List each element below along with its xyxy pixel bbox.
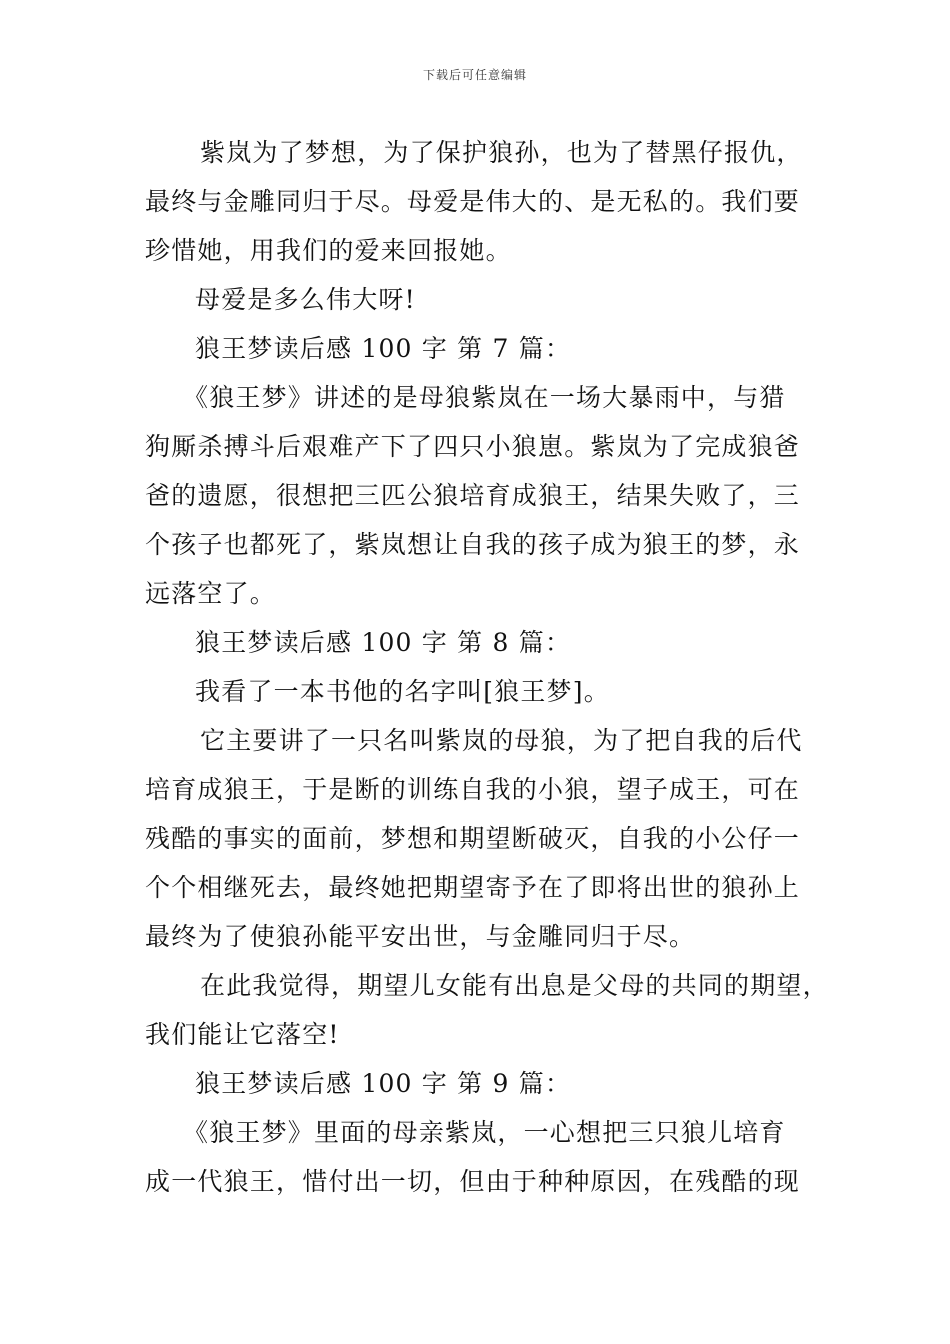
paragraph-line: 最终为了使狼孙能平安出世，与金雕同归于尽。 — [145, 922, 696, 951]
page-header: 下载后可任意编辑 — [422, 68, 527, 82]
paragraph-line: 我们能让它落空! — [145, 1020, 340, 1049]
paragraph-line: 《狼王梦》讲述的是母狼紫岚在一场大暴雨中，与猎 — [183, 383, 786, 412]
paragraph-line: 最终与金雕同归于尽。母爱是伟大的、是无私的。我们要 — [145, 187, 801, 216]
paragraph-line: 珍惜她，用我们的爱来回报她。 — [145, 236, 512, 265]
paragraph-line: 成一代狼王，惜付出一切，但由于种种原因，在残酷的现 — [145, 1167, 801, 1196]
paragraph-line: 《狼王梦》里面的母亲紫岚，一心想把三只狼儿培育 — [183, 1118, 786, 1147]
paragraph-line: 紫岚为了梦想，为了保护狼孙，也为了替黑仔报仇， — [200, 138, 803, 167]
paragraph-line: 爸的遗愿，很想把三匹公狼培育成狼王，结果失败了，三 — [145, 481, 801, 510]
paragraph-line: 残酷的事实的面前，梦想和期望断破灭，自我的小公仔一 — [145, 824, 801, 853]
paragraph-line: 它主要讲了一只名叫紫岚的母狼，为了把自我的后代 — [200, 726, 803, 755]
paragraph-line: 我看了一本书他的名字叫[狼王梦]。 — [195, 677, 610, 706]
paragraph-line: 个个相继死去，最终她把期望寄予在了即将出世的狼孙上 — [145, 873, 801, 902]
section-heading: 狼王梦读后感 100 字 第 8 篇： — [195, 628, 572, 657]
paragraph-line: 在此我觉得，期望儿女能有出息是父母的共同的期望， — [200, 971, 829, 1000]
paragraph-line: 远落空了。 — [145, 579, 277, 608]
paragraph-line: 个孩子也都死了，紫岚想让自我的孩子成为狼王的梦，永 — [145, 530, 801, 559]
section-heading: 狼王梦读后感 100 字 第 9 篇： — [195, 1069, 572, 1098]
paragraph-line: 狗厮杀搏斗后艰难产下了四只小狼崽。紫岚为了完成狼爸 — [145, 432, 801, 461]
section-heading: 狼王梦读后感 100 字 第 7 篇： — [195, 334, 572, 363]
paragraph-line: 母爱是多么伟大呀! — [195, 285, 416, 314]
paragraph-line: 培育成狼王，于是断的训练自我的小狼，望子成王，可在 — [145, 775, 801, 804]
document-body — [145, 128, 829, 1206]
